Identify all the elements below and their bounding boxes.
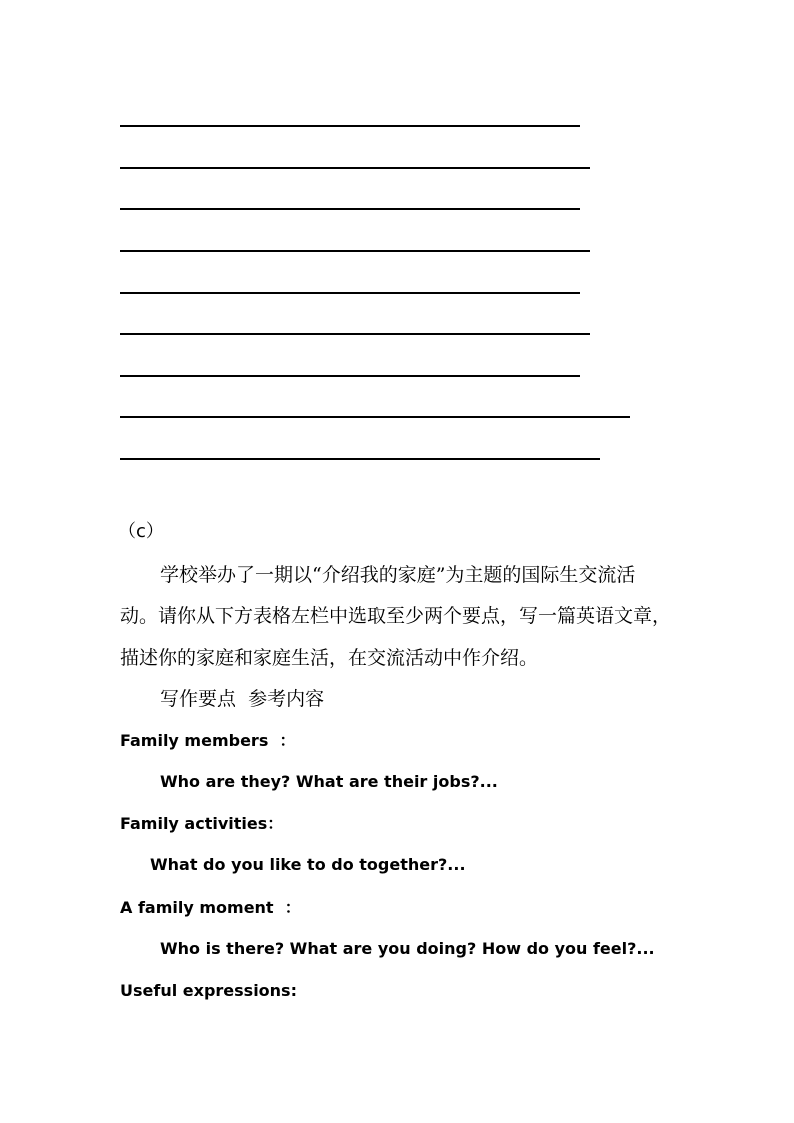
point-title-family-members: Family members ： [120,731,296,750]
prompt-line-2: 动。请你从下方表格左栏中选取至少两个要点，写一篇英语文章， [120,605,672,627]
answer-line [120,250,590,252]
answer-line [120,416,630,418]
answer-line [120,333,590,335]
answer-line [120,167,590,169]
point-title-family-activities: Family activities： [120,814,284,833]
useful-expressions-label: Useful expressions: [120,981,297,1000]
point-detail-family-moment: Who is there? What are you doing? How do you feel?... [160,939,655,958]
answer-line [120,458,600,460]
answer-line [120,125,580,127]
prompt-line-3: 描述你的家庭和家庭生活，在交流活动中作介绍。 [120,647,539,669]
answer-line [120,292,580,294]
table-header: 写作要点 参考内容 [160,688,325,710]
section-label: （c） [118,521,164,542]
answer-line [120,375,580,377]
point-detail-family-members: Who are they? What are their jobs?... [160,772,498,791]
prompt-line-1: 学校举办了一期以“介绍我的家庭”为主题的国际生交流活 [160,564,636,586]
point-title-family-moment: A family moment ： [120,898,301,917]
answer-line [120,208,580,210]
point-detail-family-activities: What do you like to do together?... [150,855,466,874]
